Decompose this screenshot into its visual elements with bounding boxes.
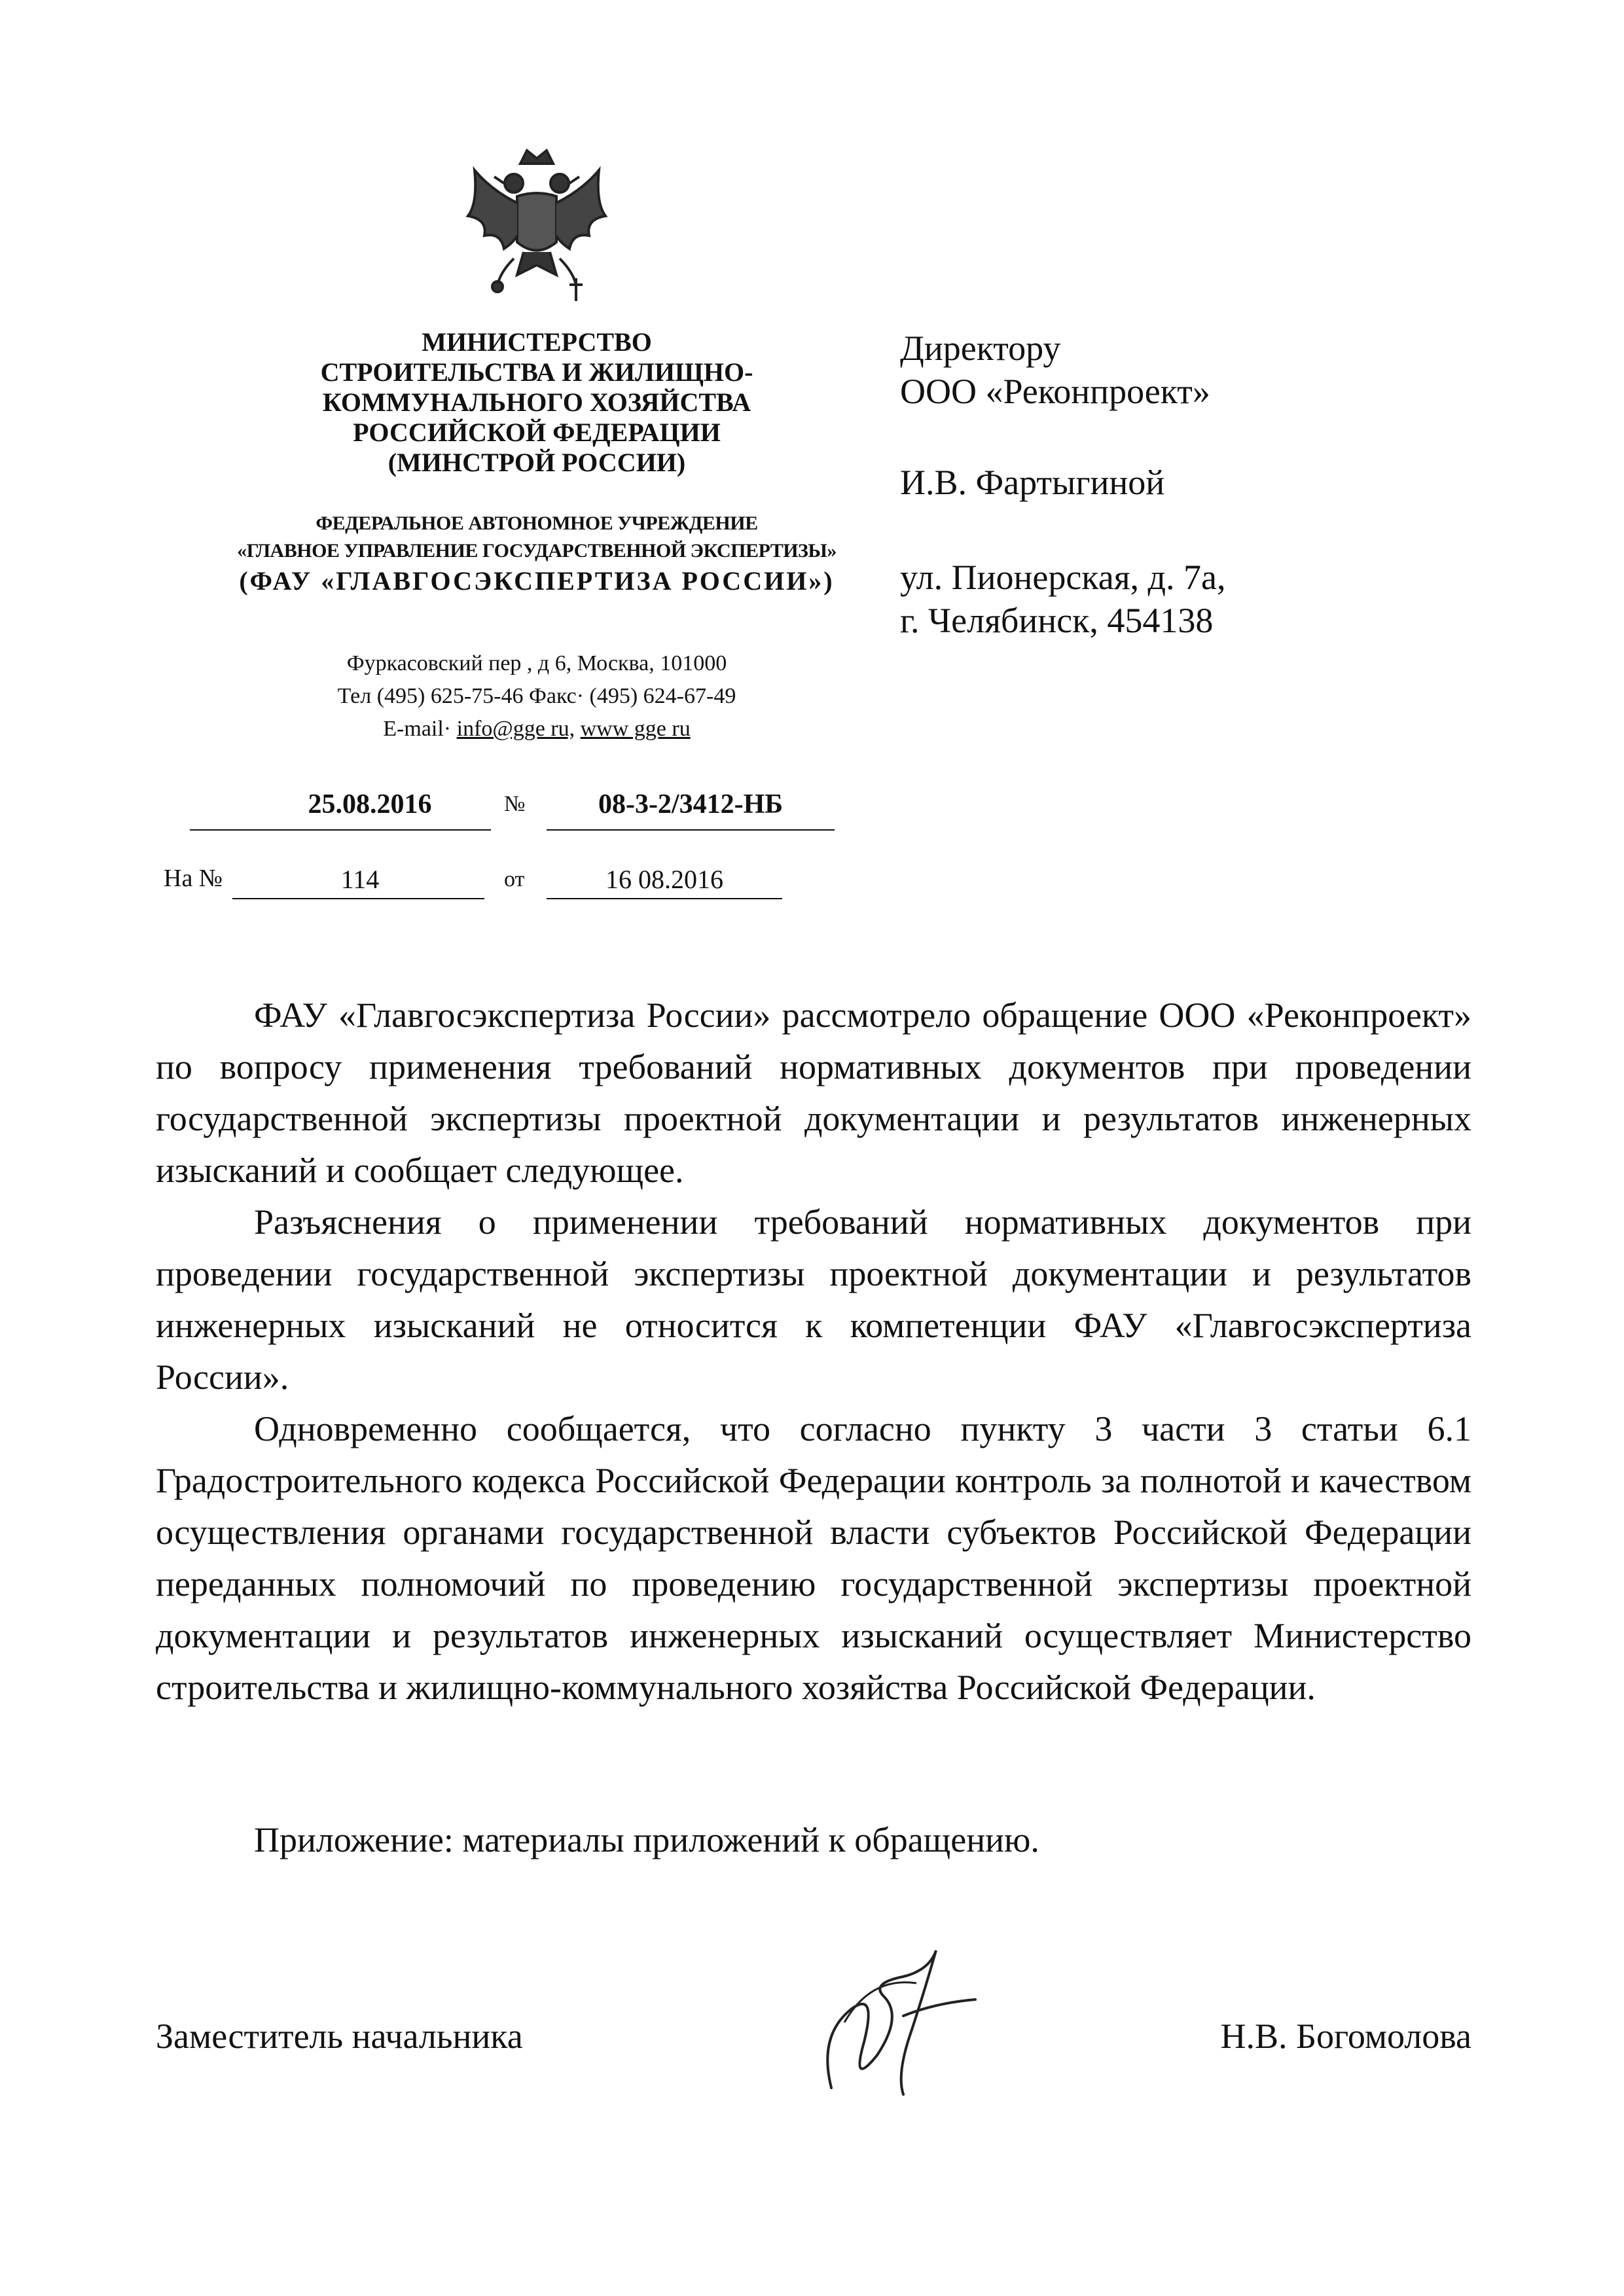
in-reply-date: 16 08.2016 xyxy=(605,865,723,894)
number-underline xyxy=(547,828,835,831)
coat-of-arms-icon xyxy=(452,144,622,314)
agency-address: Фуркасовский пер , д 6, Москва, 101000 xyxy=(346,651,727,675)
handwritten-signature xyxy=(805,1937,982,2108)
body-paragraph: ФАУ «Главгосэкспертиза России» рассмотрело обращение ООО «Реконпроект» по вопросу применения требований нормативных документов при проведении государственной экспертизы проектной документации и результатов инженерных изысканий и сообщает следующее. xyxy=(156,996,1471,1190)
ministry-name-line: (МИНСТРОЙ РОССИИ) xyxy=(388,448,686,477)
addressee-title: Директору xyxy=(900,329,1061,368)
ministry-name-line: РОССИЙСКОЙ ФЕДЕРАЦИИ xyxy=(353,418,721,447)
in-reply-number: 114 xyxy=(340,865,380,894)
in-reply-label: На № xyxy=(164,865,223,892)
agency-email-line xyxy=(209,713,864,745)
addressee-organization: ООО «Реконпроект» xyxy=(900,372,1210,411)
email-label: E-mail· xyxy=(383,717,452,741)
signatory-position: Заместитель начальника xyxy=(156,2017,523,2056)
number-label: № xyxy=(504,792,526,816)
outgoing-date: 25.08.2016 xyxy=(308,789,432,819)
ministry-name-line: КОММУНАЛЬНОГО ХОЗЯЙСТВА xyxy=(322,387,751,417)
in-reply-date-underline xyxy=(547,897,782,899)
agency-phone: Тел (495) 625-75-46 Факс· (495) 624-67-49 xyxy=(337,684,736,708)
body-paragraph: Разъяснения о применении требований нормативных документов при проведении государственной экспертизы проектной документации и результатов инженерных изысканий не относится к компетенции ФАУ «Главгосэкспертиза России». xyxy=(156,1202,1471,1397)
agency-short-name: (ФАУ «ГЛАВГОСЭКСПЕРТИЗА РОССИИ») xyxy=(239,566,835,596)
ministry-name-line: МИНИСТЕРСТВО xyxy=(422,327,652,357)
body-paragraph: Одновременно сообщается, что согласно пункту 3 части 3 статьи 6.1 Градостроительного кодекса Российской Федерации контроль за полнотой и качеством осуществления органами государственной власти субъектов Российской Федерации переданных полномочий по проведению государственной экспертизы проектной документации и результатов инженерных изысканий осуществляет Министерство строительства и жилищно-коммунального хозяйства Российской Федерации. xyxy=(156,1409,1471,1707)
addressee-name: И.В. Фартыгиной xyxy=(900,463,1165,502)
agency-name-line: «ГЛАВНОЕ УПРАВЛЕНИЕ ГОСУДАРСТВЕННОЙ ЭКСПЕРТИЗЫ» xyxy=(237,540,837,562)
from-label: от xyxy=(504,867,525,891)
date-underline xyxy=(190,828,491,831)
agency-name-line: ФЕДЕРАЛЬНОЕ АВТОНОМНОЕ УЧРЕЖДЕНИЕ xyxy=(316,512,758,534)
addressee-street: ул. Пионерская, д. 7а, xyxy=(900,558,1226,597)
addressee-city: г. Челябинск, 454138 xyxy=(900,601,1214,640)
ministry-name-line: СТРОИТЕЛЬСТВА И ЖИЛИЩНО- xyxy=(320,357,753,387)
website-link[interactable]: www gge ru xyxy=(580,717,691,741)
attachment-note: Приложение: материалы приложений к обращению. xyxy=(254,1820,1039,1859)
letter-body xyxy=(156,990,1471,1713)
in-reply-underline xyxy=(232,897,484,899)
email-link[interactable]: info@gge ru, xyxy=(456,717,575,741)
outgoing-number: 08-3-2/3412-НБ xyxy=(598,789,784,819)
signatory-name: Н.В. Богомолова xyxy=(1220,2017,1471,2056)
